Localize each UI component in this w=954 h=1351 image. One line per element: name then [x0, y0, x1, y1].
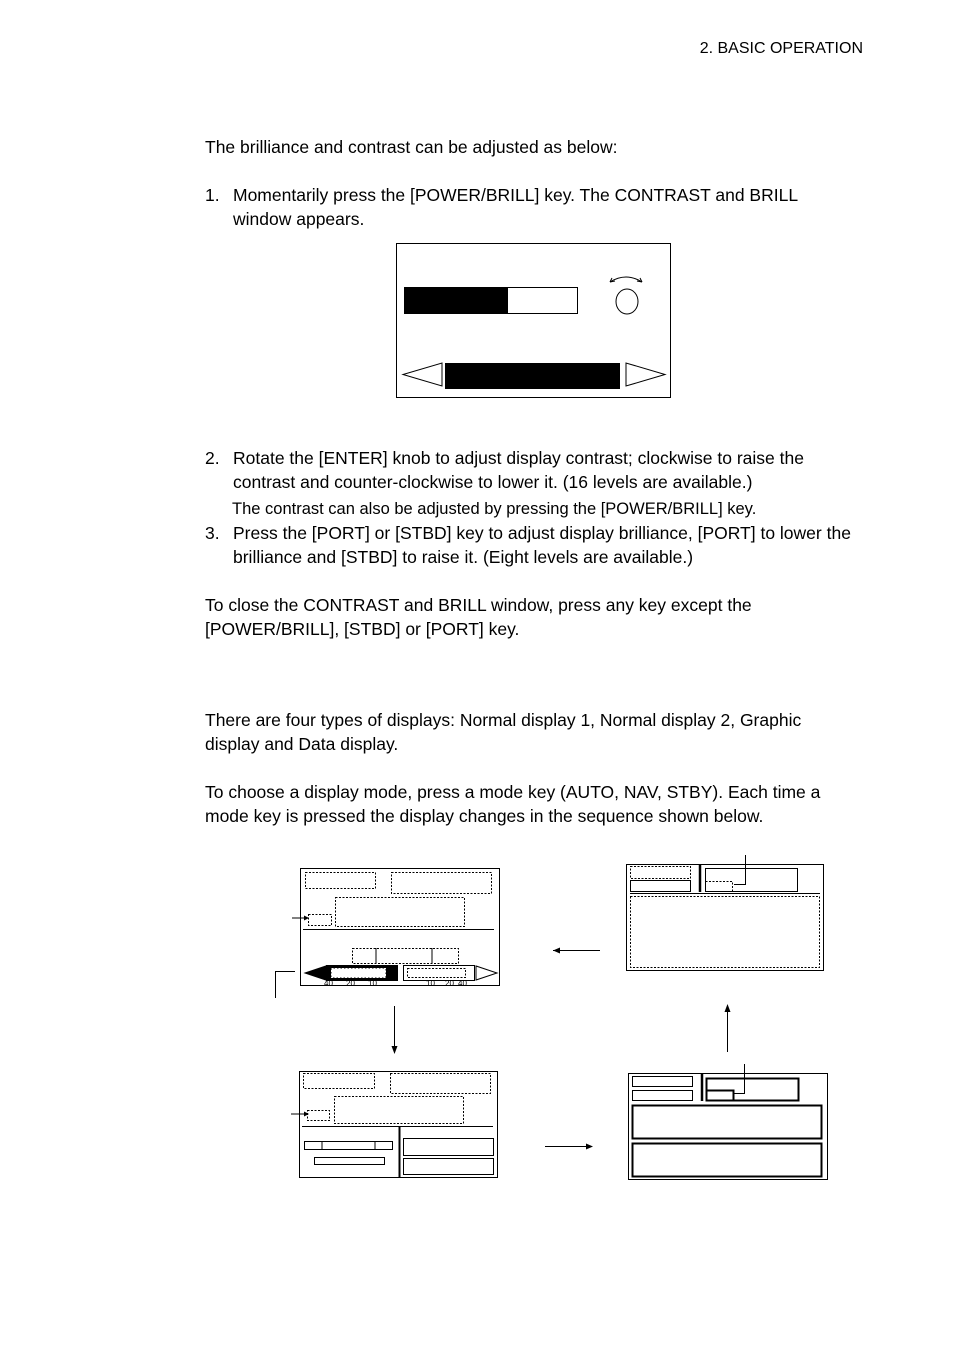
step-text: Momentarily press the [POWER/BRILL] key. The CONTRAST and BRILL window appears.: [233, 185, 798, 229]
display-modes-intro: There are four types of displays: Normal display 1, Normal display 2, Graphic display and Data display.: [205, 710, 802, 754]
display-modes-howto: To choose a display mode, press a mode key (AUTO, NAV, STBY). Each time a mode key is pressed the display changes in the sequence shown below.: [205, 782, 821, 826]
step-number: 3.: [205, 523, 220, 543]
scale-label: 10: [368, 979, 377, 988]
scale-label: 10: [426, 979, 435, 988]
step-number: 1.: [205, 185, 220, 205]
data-display: [627, 855, 824, 971]
close-instructions: To close the CONTRAST and BRILL window, press any key except the [POWER/BRILL], [STBD] or [PORT] key.: [205, 595, 752, 639]
normal-display-2: [291, 1072, 498, 1178]
scale-label: 40: [324, 979, 333, 988]
brilliance-intro: The brilliance and contrast can be adjusted as below:: [205, 137, 618, 157]
step-text: Press the [PORT] or [STBD] key to adjust display brilliance, [PORT] to lower the brilliance and [STBD] to raise it. (Eight levels are available.): [233, 523, 851, 567]
scale-label: 20: [346, 979, 355, 988]
contrast-note: The contrast can also be adjusted by pressing the [POWER/BRILL] key.: [232, 500, 757, 518]
step-number: 2.: [205, 448, 220, 468]
graphic-display: [629, 1064, 828, 1180]
section-header: 2. BASIC OPERATION: [699, 40, 863, 57]
step-text: Rotate the [ENTER] knob to adjust display contrast; clockwise to raise the contrast and counter-clockwise to lower it. (16 levels are available.): [233, 448, 804, 492]
scale-label: 20: [445, 979, 454, 988]
scale-label: 40: [458, 979, 467, 988]
